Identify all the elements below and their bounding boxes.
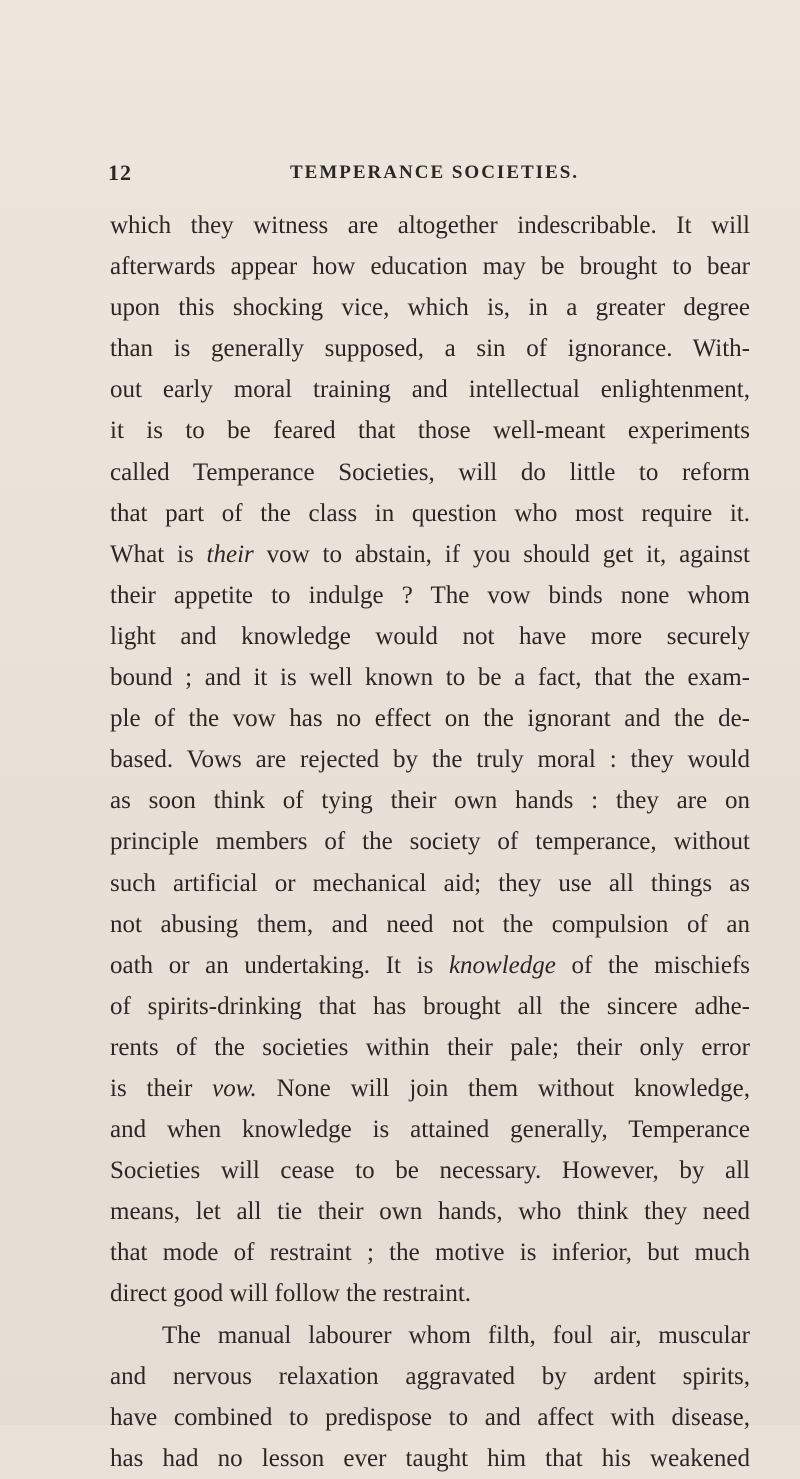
italic-text: vow. [212, 1074, 257, 1102]
text-line: and when knowledge is attained generally, Temperance [110, 1116, 750, 1144]
text-line: afterwards appear how education may be brought to bear [110, 253, 750, 281]
text-line: rents of the societies within their pale; their only error [110, 1033, 750, 1061]
text-line: light and knowledge would not have more securely [110, 622, 750, 650]
text-line: based. Vows are rejected by the truly moral : they would [110, 746, 750, 774]
text-line: have combined to predispose to and affect with disease, [110, 1403, 750, 1431]
running-title: TEMPERANCE SOCIETIES. [290, 162, 580, 183]
text-line: is their vow. None will join them without knowledge, [110, 1074, 750, 1102]
text-line: bound ; and it is well known to be a fact, that the exam- [110, 664, 750, 692]
text-line: than is generally supposed, a sin of ignorance. With- [110, 335, 750, 363]
text-line: as soon think of tying their own hands : they are on [110, 787, 750, 815]
text-line: such artificial or mechanical aid; they use all things as [110, 869, 750, 897]
italic-text: their [206, 540, 254, 568]
body-text [110, 205, 750, 1479]
text-line: their appetite to indulge ? The vow binds none whom [110, 581, 750, 609]
italic-text: knowledge [448, 951, 556, 979]
page-header [108, 160, 748, 194]
text-line: ple of the vow has no effect on the ignorant and the de- [110, 705, 750, 733]
text-line: Societies will cease to be necessary. However, by all [110, 1157, 750, 1185]
text-line: which they witness are altogether indescribable. It will [110, 212, 750, 239]
text-line: that mode of restraint ; the motive is inferior, but much [110, 1239, 750, 1267]
page-number: 12 [108, 160, 132, 185]
text-line: out early moral training and intellectual enlightenment, [110, 376, 750, 404]
text-line: direct good will follow the restraint. [110, 1280, 472, 1308]
text-line: and nervous relaxation aggravated by ardent spirits, [110, 1362, 750, 1390]
text-line: called Temperance Societies, will do little to reform [110, 458, 750, 486]
text-line: upon this shocking vice, which is, in a greater degree [110, 294, 750, 322]
text-line: The manual labourer whom filth, foul air, muscular [162, 1321, 750, 1349]
text-line: means, let all tie their own hands, who think they need [110, 1198, 750, 1226]
text-line: What is their vow to abstain, if you should get it, against [110, 540, 750, 568]
text-line: principle members of the society of temperance, without [110, 828, 750, 856]
text-line: it is to be feared that those well-meant experiments [110, 417, 750, 445]
text-line: that part of the class in question who most require it. [110, 499, 750, 527]
text-line: of spirits-drinking that has brought all the sincere adhe- [110, 992, 750, 1020]
text-line: has had no lesson ever taught him that his weakened [110, 1444, 750, 1472]
text-line: oath or an undertaking. It is knowledge of the mischiefs [110, 951, 750, 979]
text-line: not abusing them, and need not the compulsion of an [110, 910, 750, 938]
